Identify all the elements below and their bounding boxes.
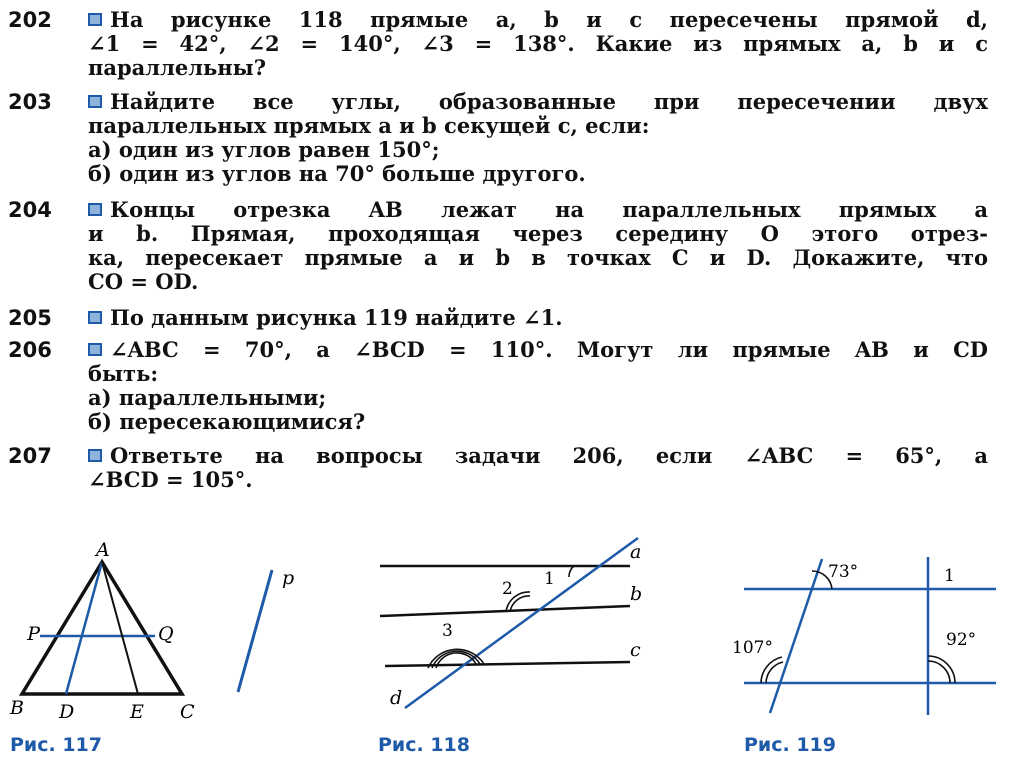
label-angle-2: 2 [502, 579, 513, 599]
square-bullet-icon [88, 95, 102, 108]
line-d [405, 538, 638, 708]
label-line-p: p [282, 567, 295, 589]
label-d: D [59, 701, 75, 723]
figure-117 [0, 540, 330, 730]
label-e: E [130, 701, 144, 723]
task-number: 207 [8, 444, 52, 468]
task-text: Найдите все углы, образованные при пересечении двух параллельных прямых a и b секущей c, если: а) один из углов равен 150°; б) один из углов на 70° больше другого. [88, 89, 988, 186]
caption-fig-118: Рис. 118 [378, 734, 470, 756]
task-text: На рисунке 118 прямые a, b и c пересечены прямой d, ∠1 = 42°, ∠2 = 140°, ∠3 = 138°. Какие из прямых a, b и c параллельны? [88, 7, 988, 80]
task-number: 204 [8, 198, 52, 222]
label-line-a: a [630, 541, 642, 563]
label-b: B [10, 697, 24, 719]
line-c [385, 662, 630, 666]
square-bullet-icon [88, 311, 102, 324]
task-number: 203 [8, 90, 52, 114]
label-angle-92: 92° [946, 630, 977, 650]
label-line-b: b [630, 583, 643, 605]
label-angle-73: 73° [828, 562, 859, 582]
caption-fig-119: Рис. 119 [744, 734, 836, 756]
label-angle-3: 3 [442, 621, 453, 641]
square-bullet-icon [88, 449, 102, 462]
task-text: Ответьте на вопросы задачи 206, если ∠ABC = 65°, а ∠BCD = 105°. [88, 443, 988, 492]
label-a: A [96, 540, 110, 561]
label-angle-107: 107° [732, 638, 773, 658]
square-bullet-icon [88, 203, 102, 216]
figure-119 [730, 545, 1010, 725]
task-text: Концы отрезка AB лежат на параллельных прямых a и b. Прямая, проходящая через середину O этого отрез- ка, пересекает прямые a и b в точках C и D. Докажите, что CO = OD. [88, 197, 988, 294]
segment-ae [102, 562, 138, 694]
line-p [238, 570, 272, 692]
label-line-c: c [630, 639, 641, 661]
task-number: 206 [8, 338, 52, 362]
label-c: C [180, 701, 195, 723]
task-text: ∠ABC = 70°, а ∠BCD = 110°. Могут ли прямые AB и CD быть: а) параллельными; б) пересекающимися? [88, 337, 988, 434]
square-bullet-icon [88, 343, 102, 356]
task-number: 205 [8, 306, 52, 330]
task-number: 202 [8, 8, 52, 32]
line-b [380, 606, 630, 616]
task-text: По данным рисунка 119 найдите ∠1. [88, 306, 988, 330]
figure-118 [360, 530, 680, 730]
segment-ad [66, 562, 102, 694]
label-q: Q [158, 623, 174, 645]
square-bullet-icon [88, 13, 102, 26]
caption-fig-117: Рис. 117 [10, 734, 102, 756]
transversal-left [770, 559, 822, 713]
label-line-d: d [390, 687, 403, 709]
label-p: P [27, 623, 40, 645]
label-angle-1: 1 [544, 569, 555, 589]
label-angle-1: 1 [944, 566, 955, 586]
